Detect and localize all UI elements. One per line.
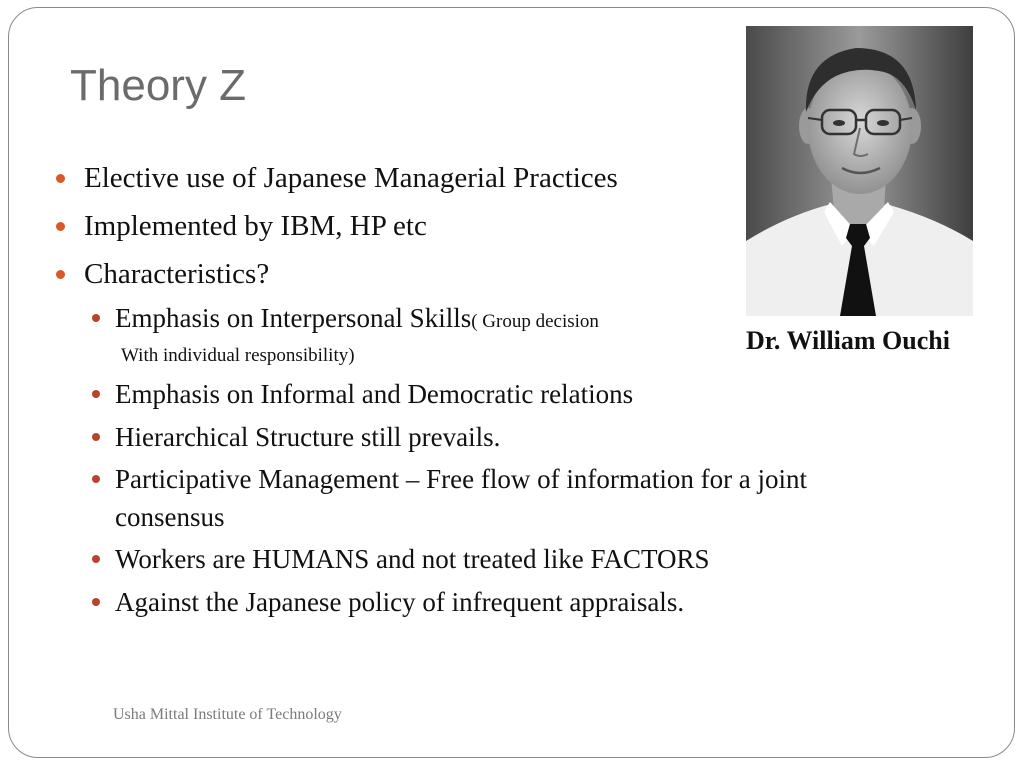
bullet-item: Elective use of Japanese Managerial Practices: [84, 162, 618, 194]
bullet-item: Implemented by IBM, HP etc: [84, 210, 427, 242]
sub-bullet-item: Workers are HUMANS and not treated like FACTORS: [115, 541, 710, 577]
slide-title: Theory Z: [70, 61, 247, 110]
sub-bullet-item: Hierarchical Structure still prevails.: [115, 419, 500, 455]
sub-bullet-text: Emphasis on Interpersonal Skills: [115, 303, 472, 333]
sub-bullet-item: [115, 300, 599, 340]
sub-bullet-continuation: consensus: [115, 502, 225, 532]
sub-bullet-note: ( Group decision: [471, 311, 599, 332]
sub-bullet-note-continuation: With individual responsibility): [121, 345, 355, 366]
sub-bullet-item: Emphasis on Informal and Democratic relations: [115, 376, 633, 412]
slide-footer: Usha Mittal Institute of Technology: [113, 706, 342, 723]
photo-caption: Dr. William Ouchi: [746, 326, 950, 355]
bullet-item: Characteristics?: [84, 258, 270, 290]
sub-bullet-item: Participative Management – Free flow of information for a joint: [115, 461, 807, 497]
portrait-photo: [746, 26, 973, 316]
sub-bullet-item: Against the Japanese policy of infrequent appraisals.: [115, 584, 684, 620]
portrait-illustration: [746, 26, 973, 316]
